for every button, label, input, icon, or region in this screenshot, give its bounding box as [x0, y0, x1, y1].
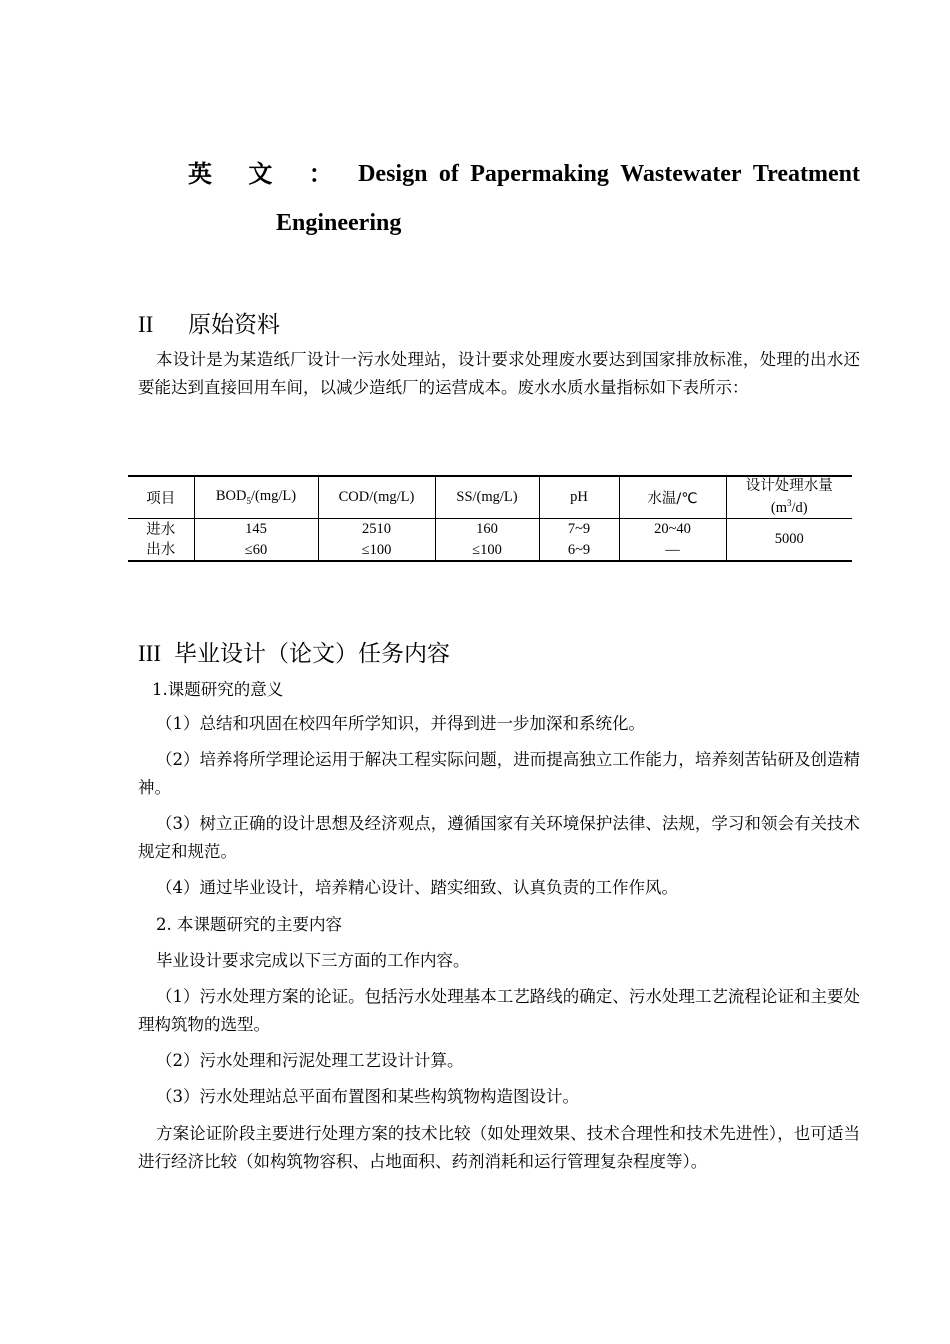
english-label: 英 文 ： — [188, 160, 347, 188]
paragraph-8: （3）污水处理站总平面布置图和某些构筑物构造图设计。 — [156, 1087, 579, 1106]
cell-temp-inlet: 20~40 — [619, 518, 726, 540]
paragraph-2: （2）培养将所学理论运用于解决工程实际问题，进而提高独立工作能力，培养刻苦钻研及创造精神。 — [138, 750, 860, 797]
section-title: 原始资料 — [188, 312, 280, 338]
title-word: Treatment — [752, 161, 860, 187]
paragraph-5: 毕业设计要求完成以下三方面的工作内容。 — [156, 951, 470, 970]
cell-ph-inlet: 7~9 — [539, 518, 619, 540]
table-header-row — [128, 476, 852, 518]
section-title: 毕业设计（论文）任务内容 — [174, 641, 450, 667]
cell-flow: 5000 — [726, 518, 852, 561]
table-row-inlet — [128, 518, 852, 540]
header-cod: COD/(mg/L) — [318, 476, 435, 518]
english-title — [188, 156, 860, 241]
header-temp: 水温/℃ — [619, 476, 726, 518]
subheading-main-content: 2. 本课题研究的主要内容 — [156, 915, 342, 934]
cell-ph-outlet: 6~9 — [539, 540, 619, 561]
cell-cod-outlet: ≤100 — [318, 540, 435, 561]
paragraph-6: （1）污水处理方案的论证。包括污水处理基本工艺路线的确定、污水处理工艺流程论证和主要处理构筑物的选型。 — [138, 987, 860, 1034]
header-ph: pH — [539, 476, 619, 518]
cell-temp-outlet: — — [619, 540, 726, 561]
english-title-line2: Engineering — [276, 210, 402, 236]
title-word: Design — [358, 161, 428, 187]
section-heading-2 — [138, 310, 280, 340]
title-word: of — [438, 161, 459, 187]
title-word: Papermaking — [470, 161, 609, 187]
title-word: Wastewater — [620, 161, 742, 187]
english-title-line1 — [188, 156, 860, 192]
row-label-outlet: 出水 — [146, 541, 176, 558]
header-ss: SS/(mg/L) — [435, 476, 539, 518]
paragraph-9: 方案论证阶段主要进行处理方案的技术比较（如处理效果、技术合理性和技术先进性），也可适当进行经济比较（如构筑物容积、占地面积、药剂消耗和运行管理复杂程度等）。 — [138, 1124, 860, 1171]
section-number: III — [138, 641, 161, 666]
cell-cod-inlet: 2510 — [318, 518, 435, 540]
cell-bod-outlet: ≤60 — [194, 540, 318, 561]
header-item: 项目 — [146, 490, 176, 507]
section-heading-3 — [138, 639, 450, 669]
paragraph-1: （1）总结和巩固在校四年所学知识，并得到进一步加深和系统化。 — [156, 714, 645, 733]
header-flow: 设计处理水量 $(m^3/d)$ — [726, 476, 852, 518]
cell-bod-inlet: 145 — [194, 518, 318, 540]
row-label-inlet: 进水 — [146, 521, 176, 538]
subheading-significance: 1.课题研究的意义 — [152, 680, 284, 699]
paragraph-7: （2）污水处理和污泥处理工艺设计计算。 — [156, 1051, 464, 1070]
water-quality-table — [128, 475, 852, 562]
header-bod: $BOD_5/(mg/L)$ — [194, 476, 318, 518]
section-number: II — [138, 312, 154, 337]
intro-paragraph: 本设计是为某造纸厂设计一污水处理站，设计要求处理废水要达到国家排放标准，处理的出水还要能达到直接回用车间，以减少造纸厂的运营成本。废水水质水量指标如下表所示： — [138, 350, 860, 397]
cell-ss-inlet: 160 — [435, 518, 539, 540]
cell-ss-outlet: ≤100 — [435, 540, 539, 561]
paragraph-4: （4）通过毕业设计，培养精心设计、踏实细致、认真负责的工作作风。 — [156, 878, 678, 897]
paragraph-3: （3）树立正确的设计思想及经济观点，遵循国家有关环境保护法律、法规，学习和领会有关技术规定和规范。 — [138, 814, 860, 861]
